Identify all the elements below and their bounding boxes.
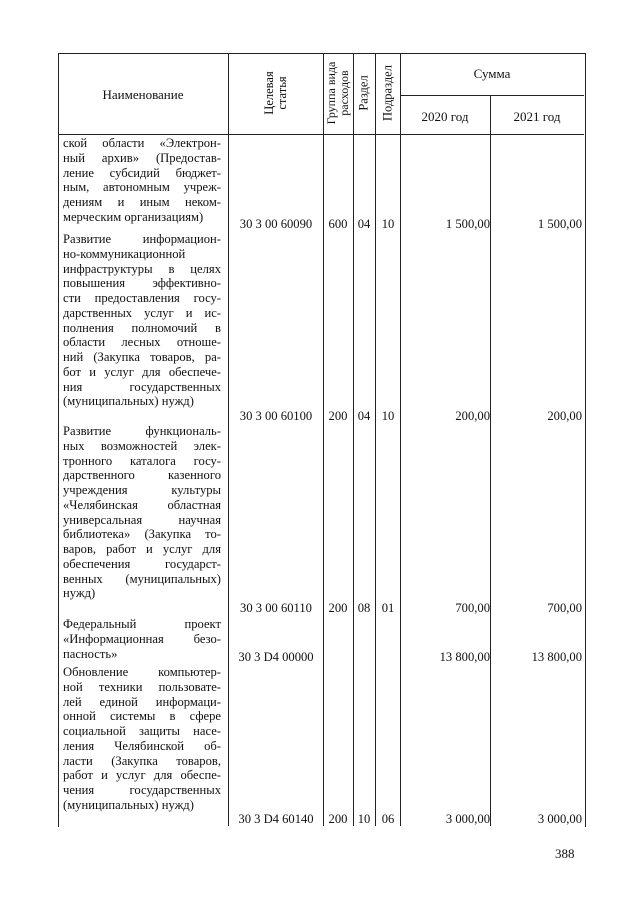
col-divider [323,53,324,826]
header-expense-group: Группа вида расходов [324,61,351,125]
row-expense-group: 200 [328,601,348,615]
row-sum-2020: 700,00 [455,601,490,615]
row-section: 08 [357,601,371,615]
row-sum-2021: 200,00 [547,409,582,423]
header-subsection: Подраздел [380,65,395,121]
row-sum-2020: 3 000,00 [445,812,490,826]
row-section: 04 [357,217,371,231]
row-target-article: 30 3 00 60100 [239,409,313,423]
row-target-article: 30 3 00 60110 [240,601,312,615]
row-sum-2020: 13 800,00 [439,650,490,664]
row-section: 10 [357,812,371,826]
col-divider [375,53,376,826]
row-expense-group: 200 [328,409,348,423]
table-row-name: Федеральный проект «Информационная безо- пасность» [63,617,221,661]
row-sum-2020: 200,00 [455,409,490,423]
col-divider [228,53,229,826]
row-subsection: 10 [381,409,395,423]
header-sum-divider [400,95,584,96]
row-subsection: 06 [381,812,395,826]
page-number: 388 [555,846,575,861]
row-sum-2021: 700,00 [547,601,582,615]
row-sum-2021: 13 800,00 [531,650,582,664]
table-row-name: Развитие информацион- но-коммуникационной инфраструктуры в целях повышения эффективно- сти предоставления госу- дарственных услуг и ис- полнения полномочий в области лесных отноше- ний (Закупка товаров, ра- бот и услуг для обеспече- ния государственных (муниципальных) нужд) [63,232,221,409]
header-year-2021: 2021 год [513,109,561,124]
header-name: Наименование [102,87,184,102]
header-year-2020: 2020 год [421,109,469,124]
row-target-article: 30 3 D4 60140 [238,812,314,826]
row-expense-group: 200 [328,812,348,826]
row-target-article: 30 3 D4 00000 [238,650,314,664]
row-subsection: 10 [381,217,395,231]
col-divider [490,95,491,826]
col-divider [400,53,401,826]
col-divider [353,53,354,826]
header-sum: Сумма [473,66,511,81]
header-target-article: Целевая статья [262,71,289,115]
row-sum-2021: 3 000,00 [537,812,582,826]
row-subsection: 01 [381,601,395,615]
table-row-name: Развитие функциональ- ных возможностей элек- тронного каталога госу- дарственного казенного учреждения культуры «Челябинская областная универсальная научная библиотека» (Закупка то- варов, работ и услуг для обеспечения государст- венных (муниципальных) нужд) [63,424,221,601]
table-row-name: Обновление компьютер- ной техники пользовате- лей единой информаци- онной системы в сфере социальной защиты насе- ления Челябинской об- ласти (Закупка товаров, работ и услуг для обеспе- чения государственных (муниципальных) нужд) [63,665,221,812]
header-section: Раздел [356,75,371,111]
row-sum-2021: 1 500,00 [537,217,582,231]
row-sum-2020: 1 500,00 [445,217,490,231]
row-section: 04 [357,409,371,423]
header-bottom-rule [58,134,584,135]
row-target-article: 30 3 00 60090 [239,217,313,231]
table-row-name: ской области «Электрон- ный архив» (Предостав- ление субсидий бюджет- ным, автономным учреж- дениям и иным неком- мерческим организациям) [63,136,221,224]
row-expense-group: 600 [328,217,348,231]
